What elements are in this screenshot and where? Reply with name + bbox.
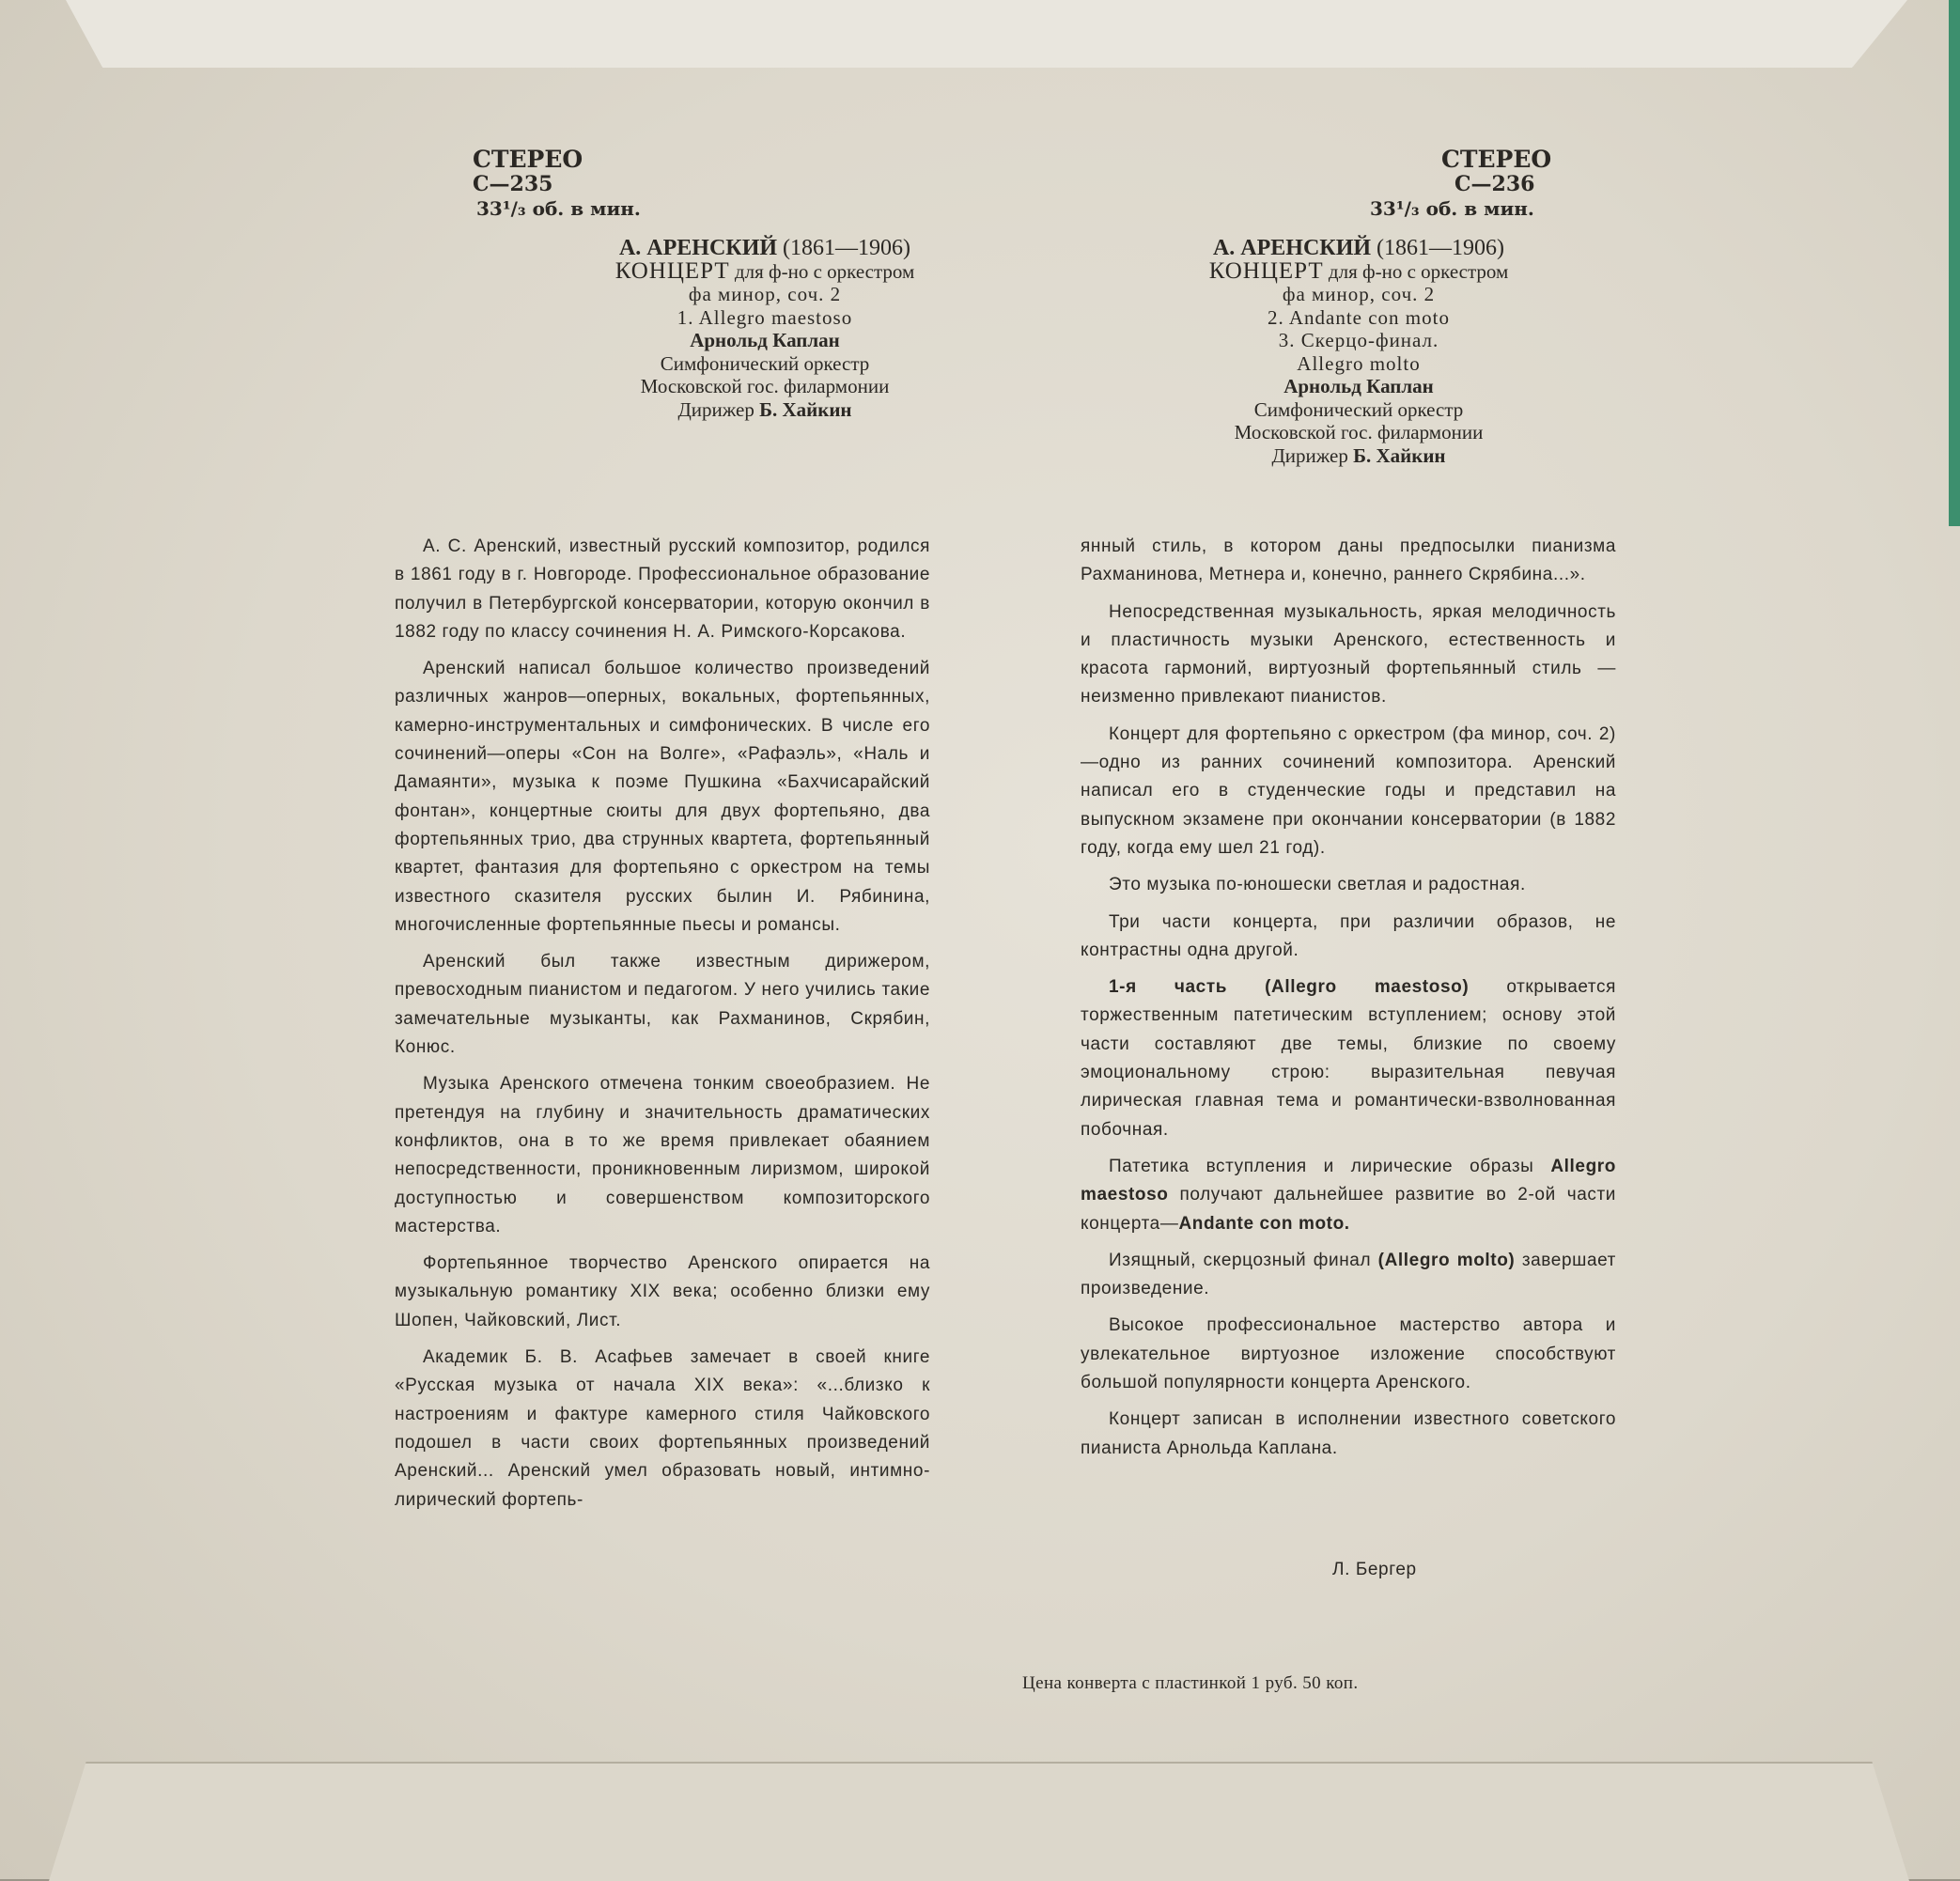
notes-right-paragraph: 1-я часть (Allegro maestoso) открывается торжественным патетическим вступлением; основу этой части составляют две темы, близкие по своему эмоциональному строю: выразительная певучая лирическая главная тема и романтически-взволнованная побочная.	[1081, 977, 1616, 1140]
notes-left-paragraph: А. С. Аренский, известный русский композитор, родился в 1861 году в г. Новгороде. Профессиональное образование получил в Петербургской консерватории, которую окончил в 1882 году по классу сочинения Н. А. Римского-Корсакова.	[395, 536, 930, 642]
left-work: КОНЦЕРТ для ф-но с оркестром	[614, 257, 915, 284]
notes-left-paragraph: Фортепьянное творчество Аренского опирается на музыкальную романтику XIX века; особенно близки ему Шопен, Чайковский, Лист.	[395, 1253, 930, 1330]
author-signature: Л. Бергер	[1332, 1560, 1417, 1579]
top-paper-flap	[66, 0, 1907, 68]
right-orchestra-1: Симфонический оркестр	[1253, 397, 1464, 421]
notes-right-paragraph: Концерт для фортепьяно с оркестром (фа минор, соч. 2)—одно из ранних сочинений композитора. Аренский написал его в студенческие годы и представил на выпускном экзамене при окончании консерватории (в 1882 году, когда ему шел 21 год).	[1081, 723, 1616, 858]
right-credits	[1114, 237, 1603, 467]
left-soloist: Арнольд Каплан	[690, 329, 840, 351]
notes-left-paragraph: Аренский был также известным дирижером, превосходным пианистом и педагогом. У него учились такие замечательные музыканты, как Рахманинов, Скрябин, Конюс.	[395, 952, 930, 1058]
right-catalog-number: С—236	[1454, 172, 1535, 196]
sleeve-spine-edge	[1949, 0, 1960, 526]
right-orchestra-2: Московской гос. филармонии	[1234, 421, 1484, 443]
right-composer: А. АРЕНСКИЙ (1861—1906)	[1212, 236, 1505, 260]
price-line: Цена конверта с пластинкой 1 руб. 50 коп.	[1022, 1673, 1359, 1693]
right-soloist: Арнольд Каплан	[1283, 375, 1434, 397]
right-movement-3-tempo: Allegro molto	[1297, 351, 1421, 375]
notes-right-paragraph: Патетика вступления и лирические образы Allegro maestoso получают дальнейшее развитие во 2-ой части концерта—Andante con moto.	[1081, 1156, 1616, 1234]
left-orchestra-1: Симфонический оркестр	[660, 351, 870, 375]
right-stereo-label: СТЕРЕО	[1441, 146, 1552, 173]
notes-column-left	[395, 533, 930, 1515]
right-work: КОНЦЕРТ для ф-но с оркестром	[1208, 257, 1509, 284]
right-key: фа минор, соч. 2	[1282, 283, 1436, 305]
right-movement-3: 3. Скерцо-финал.	[1278, 329, 1439, 351]
notes-right-paragraph: Высокое профессиональное мастерство автора и увлекательное виртуозное изложение способствуют большой популярности концерта Аренского.	[1081, 1315, 1616, 1393]
left-key: фа минор, соч. 2	[688, 283, 842, 305]
notes-left-paragraph: Академик Б. В. Асафьев замечает в своей книге «Русская музыка от начала XIX века»: «...близко к настроениям и фактуре камерного стиля Чайковского подошел в части своих фортепьянных произведений Аренский... Аренский умел образовать новый, интимно-лирический фортепь-	[395, 1347, 930, 1510]
right-stereo-block	[1370, 148, 1551, 221]
left-orchestra-2: Московской гос. филармонии	[640, 375, 890, 397]
bottom-paper-flap	[49, 1762, 1909, 1881]
notes-right-paragraph: Три части концерта, при различии образов, не контрастны одна другой.	[1081, 911, 1616, 960]
notes-right-paragraph: Концерт записан в исполнении известного советского пианиста Арнольда Каплана.	[1081, 1409, 1616, 1458]
left-catalog-number: С—235	[473, 172, 553, 196]
notes-right-paragraph: Это музыка по-юношески светлая и радостная.	[1109, 875, 1526, 895]
left-composer: А. АРЕНСКИЙ (1861—1906)	[618, 236, 911, 260]
right-conductor: Дирижер Б. Хайкин	[1271, 443, 1446, 467]
notes-right-paragraph: Изящный, скерцозный финал (Allegro molto) завершает произведение.	[1081, 1250, 1616, 1299]
left-stereo-block	[473, 148, 641, 221]
left-stereo-label: СТЕРЕО	[473, 146, 583, 173]
right-movement-2: 2. Andante con moto	[1268, 305, 1450, 329]
left-speed: 33¹/₃ об. в мин.	[476, 197, 641, 220]
left-movement-1: 1. Allegro maestoso	[677, 305, 853, 329]
left-credits	[521, 237, 1009, 421]
notes-right-paragraph: Непосредственная музыкальность, яркая мелодичность и пластичность музыки Аренского, естественность и красота гармоний, виртуозный фортепьянный стиль — неизменно привлекают пианистов.	[1081, 601, 1616, 707]
notes-column-right	[1081, 533, 1616, 1463]
notes-right-continuation: янный стиль, в котором даны предпосылки пианизма Рахманинова, Метнера и, конечно, раннего Скрябина...».	[1081, 536, 1616, 585]
left-conductor: Дирижер Б. Хайкин	[677, 397, 852, 421]
notes-left-paragraph: Аренский написал большое количество произведений различных жанров—оперных, вокальных, фортепьянных, камерно-инструментальных и симфонических. В числе его сочинений—оперы «Сон на Волге», «Рафаэль», «Наль и Дамаянти», музыка к поэме Пушкина «Бахчисарайский фонтан», концертные сюиты для двух фортепьяно, два фортепьянных трио, два струнных квартета, фортепьянный квартет, фантазия для фортепьяно с оркестром на темы известного сказителя русских былин И. Рябинина, многочисленные фортепьянные пьесы и романсы.	[395, 659, 930, 935]
notes-left-paragraph: Музыка Аренского отмечена тонким своеобразием. Не претендуя на глубину и значительность драматических конфликтов, она в то же время привлекает обаянием непосредственности, проникновенным лиризмом, широкой доступностью и совершенством композиторского мастерства.	[395, 1074, 930, 1236]
right-speed: 33¹/₃ об. в мин.	[1370, 197, 1534, 220]
